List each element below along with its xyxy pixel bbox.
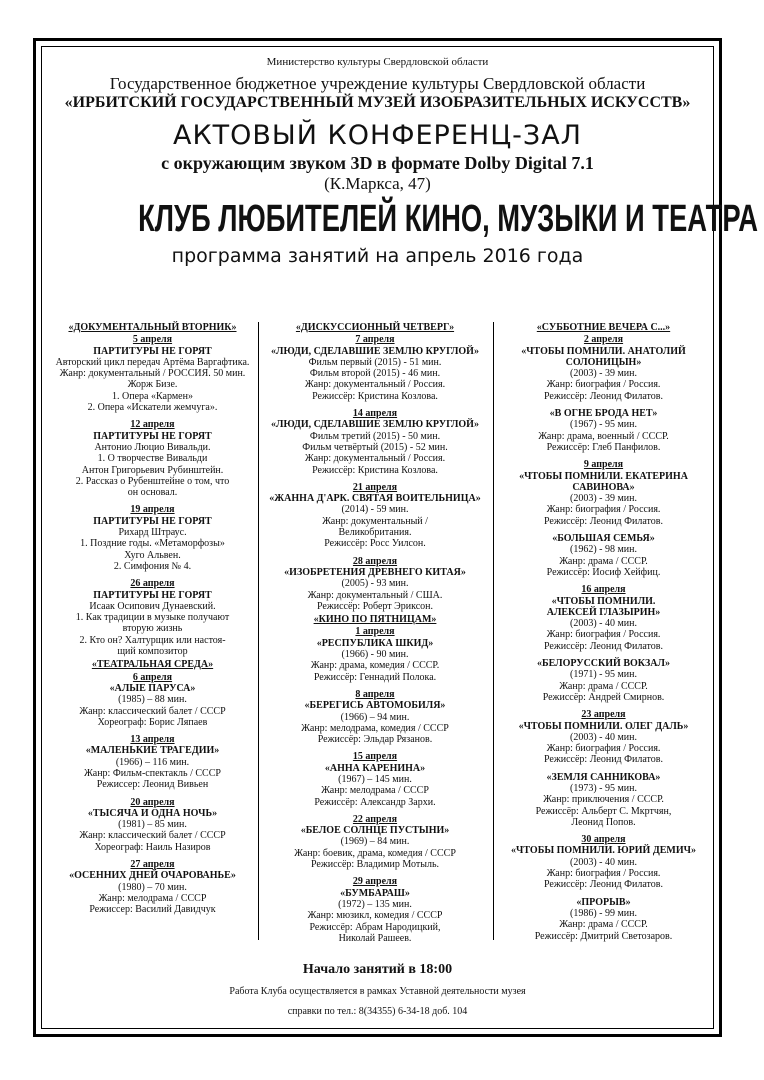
section-heading: «ТЕАТРАЛЬНАЯ СРЕДА» (91, 659, 214, 671)
event-title: «ЛЮДИ, СДЕЛАВШИЕ ЗЕМЛЮ КРУГЛОЙ» (271, 419, 479, 431)
event-title: ПАРТИТУРЫ НЕ ГОРЯТ (93, 430, 212, 442)
event-title: «В ОГНЕ БРОДА НЕТ» (549, 408, 658, 420)
event-detail: Фильм четвёртый (2015) - 52 мин. (302, 441, 448, 453)
event-title: «БЕРЕГИСЬ АВТОМОБИЛЯ» (304, 700, 446, 712)
event-title: «ЖАННА Д'АРК. СВЯТАЯ ВОИТЕЛЬНИЦА» (269, 493, 481, 505)
event-date: 22 апреля (352, 813, 398, 825)
event-detail: Режиссёр: Абрам Народицкий, (309, 921, 441, 933)
event-detail: (1980) – 70 мин. (118, 881, 187, 893)
event-date: 23 апреля (581, 709, 626, 721)
event-detail: Леонид Попов. (571, 816, 636, 828)
event-title: «АЛЫЕ ПАРУСА» (109, 682, 196, 694)
event-detail: Жанр: документальный / Россия. (304, 453, 446, 465)
event-detail: Режиссёр: Геннадий Полока. (313, 671, 437, 683)
event-title: «ПРОРЫВ» (576, 896, 631, 908)
event-date: 16 апреля (581, 584, 626, 596)
event-detail: (1967) – 145 мин. (338, 773, 412, 785)
event-detail: Жанр: Фильм-спектакль / СССР (84, 767, 221, 779)
start-time: Начало занятий в 18:00 (302, 962, 453, 977)
event-date: 7 апреля (355, 334, 395, 346)
event-date: 13 апреля (130, 734, 175, 746)
event-detail: (2003) - 39 мин. (569, 493, 638, 505)
event-detail: Режиссёр: Андрей Смирнов. (542, 691, 665, 703)
event-date: 26 апреля (130, 578, 175, 590)
event-detail: Рихард Штраус. (118, 527, 187, 539)
event-detail: (1969) – 84 мин. (340, 836, 410, 848)
event-detail: Жанр: биография / Россия. (546, 743, 661, 755)
event-detail: Жанр: мелодрама / СССР (98, 892, 207, 904)
event-detail: Жанр: документальный / (322, 515, 428, 527)
event-title: «ЧТОБЫ ПОМНИЛИ. ЕКАТЕРИНА (519, 470, 688, 482)
column-saturday (501, 320, 706, 942)
event-detail: (1966) - 90 мин. (341, 649, 409, 661)
event-title: «БОЛЬШАЯ СЕМЬЯ» (552, 533, 655, 545)
event-detail: Режиссёр: Леонид Филатов. (543, 754, 664, 766)
footer-note: Работа Клуба осуществляется в рамках Уставной деятельности музея (229, 986, 526, 997)
address-line: (К.Маркса, 47) (324, 174, 431, 193)
event-detail: Режиссёр: Эльдар Рязанов. (317, 734, 433, 746)
event-title: ПАРТИТУРЫ НЕ ГОРЯТ (93, 589, 212, 601)
event-date: 27 апреля (130, 859, 175, 871)
event-detail: (1966) – 116 мин. (115, 756, 190, 768)
event-detail: Великобритания. (338, 527, 412, 539)
event-detail: (1966) – 94 мин. (340, 711, 410, 723)
event-detail: 2. Симфония № 4. (113, 560, 192, 572)
event-detail: Жанр: документальный / США. (307, 589, 443, 601)
event-detail: Режиссёр: Кристина Козлова. (312, 390, 438, 402)
event-title: «ТЫСЯЧА И ОДНА НОЧЬ» (87, 807, 218, 819)
event-detail: (2014) - 59 мин. (341, 504, 409, 516)
event-date: 6 апреля (132, 671, 173, 683)
section-heading: «ДИСКУССИОННЫЙ ЧЕТВЕРГ» (295, 322, 455, 333)
event-detail: 1. Как традиции в музыке получают (75, 612, 230, 624)
event-detail: Авторский цикл передач Артёма Варгафтика. (55, 356, 250, 368)
event-detail: Жанр: боевик, драма, комедия / СССР (294, 847, 456, 859)
event-detail: (2003) - 40 мин. (569, 856, 638, 868)
event-date: 29 апреля (352, 876, 398, 888)
ministry-line: Министерство культуры Свердловской области (266, 56, 489, 68)
event-date: 21 апреля (352, 481, 398, 493)
event-detail: Режиссёр: Леонид Филатов. (543, 515, 664, 527)
event-title: ПАРТИТУРЫ НЕ ГОРЯТ (93, 515, 212, 527)
event-detail: Жанр: драма, комедия / СССР. (310, 660, 440, 672)
event-detail: Жанр: драма / СССР. (559, 680, 648, 692)
event-date: 5 апреля (132, 334, 173, 346)
event-detail: Жанр: мелодрама, комедия / СССР (301, 722, 449, 734)
event-detail: (1962) - 98 мин. (569, 544, 638, 556)
event-detail: (1985) – 88 мин. (118, 694, 187, 706)
event-detail: Режиссёр: Леонид Филатов. (543, 390, 664, 402)
event-detail: Фильм второй (2015) - 46 мин. (309, 368, 441, 380)
event-date: 12 апреля (130, 419, 175, 431)
event-title: АЛЕКСЕЙ ГЛАЗЫРИН» (546, 606, 661, 618)
event-detail: он основал. (127, 487, 178, 499)
museum-name: «ИРБИТСКИЙ ГОСУДАРСТВЕННЫЙ МУЗЕЙ ИЗОБРАЗИТЕЛЬНЫХ ИСКУССТВ» (64, 94, 691, 111)
event-detail: 2. Кто он? Халтурщик или настоя- (79, 634, 226, 646)
event-detail: (1973) - 95 мин. (569, 782, 638, 794)
event-date: 8 апреля (355, 688, 395, 700)
event-detail: Фильм третий (2015) - 50 мин. (309, 430, 441, 442)
event-detail: 2. Опера «Искатели жемчуга». (87, 402, 218, 414)
event-detail: Жанр: биография / Россия. (546, 629, 661, 641)
column-tuesday-wednesday (50, 320, 255, 916)
event-detail: Жанр: драма, военный / СССР. (538, 430, 669, 442)
event-detail: 2. Рассказ о Рубенштейне о том, что (75, 475, 230, 487)
event-detail: вторую жизнь (122, 623, 183, 635)
event-detail: Антонио Люцио Вивальди. (94, 441, 211, 453)
event-title: «ЛЮДИ, СДЕЛАВШИЕ ЗЕМЛЮ КРУГЛОЙ» (271, 345, 479, 357)
event-detail: (1971) - 95 мин. (569, 669, 638, 681)
event-title: «ЧТОБЫ ПОМНИЛИ. АНАТОЛИЙ (521, 345, 686, 357)
event-date: 30 апреля (581, 834, 626, 846)
footer-phone: справки по тел.: 8(34355) 6-34-18 доб. 104 (287, 1006, 468, 1017)
event-detail: Жанр: драма / СССР. (559, 555, 648, 567)
event-detail: Фильм первый (2015) - 51 мин. (308, 356, 442, 368)
event-title: ПАРТИТУРЫ НЕ ГОРЯТ (93, 345, 212, 357)
event-detail: Режиссер: Леонид Вивьен (96, 779, 209, 791)
event-detail: Режиссёр: Владимир Мотыль. (310, 859, 440, 871)
event-detail: Режиссёр: Дмитрий Светозаров. (534, 930, 673, 942)
event-detail: Жанр: классический балет / СССР (79, 705, 226, 717)
event-title: САВИНОВА» (572, 481, 635, 493)
event-detail: Жанр: биография / Россия. (546, 379, 661, 391)
event-title: «ЧТОБЫ ПОМНИЛИ. ОЛЕГ ДАЛЬ» (518, 720, 689, 732)
event-detail: 1. Опера «Кармен» (112, 390, 193, 402)
event-detail: Режиссер: Василий Давидчук (89, 904, 216, 916)
event-date: 15 апреля (352, 751, 398, 763)
event-detail: Режиссёр: Роберт Эриксон. (316, 600, 434, 612)
event-detail: (2003) - 39 мин. (569, 368, 638, 380)
event-detail: Жорж Бизе. (127, 379, 178, 391)
event-detail: (1972) – 135 мин. (338, 898, 412, 910)
event-title: «ЧТОБЫ ПОМНИЛИ. ЮРИЙ ДЕМИЧ» (511, 845, 696, 857)
event-detail: Хореограф: Наиль Назиров (94, 841, 211, 853)
event-detail: Исаак Осипович Дунаевский. (89, 600, 216, 612)
column-thursday-friday (264, 320, 486, 944)
event-detail: (2003) - 40 мин. (569, 618, 638, 630)
event-date: 14 апреля (352, 408, 398, 420)
event-title: «МАЛЕНЬКИЕ ТРАГЕДИИ» (85, 745, 220, 757)
event-title: СОЛОНИЦЫН» (565, 356, 642, 368)
event-date: 20 апреля (130, 796, 175, 808)
event-date: 1 апреля (355, 626, 395, 638)
event-title: «АННА КАРЕНИНА» (324, 762, 426, 774)
event-date: 9 апреля (583, 459, 624, 471)
event-detail: Жанр: драма / СССР. (559, 919, 648, 931)
event-title: «ОСЕННИХ ДНЕЙ ОЧАРОВАНЬЕ» (69, 870, 236, 882)
event-detail: Антон Григорьевич Рубинштейн. (81, 464, 224, 476)
event-detail: Жанр: приключения / СССР. (543, 794, 664, 806)
club-title: КЛУБ ЛЮБИТЕЛЕЙ КИНО, МУЗЫКИ И ТЕАТРА (138, 198, 758, 240)
poster-header (45, 54, 758, 268)
column-divider (493, 322, 494, 940)
event-detail: Режиссёр: Росс Уилсон. (324, 538, 426, 550)
event-date: 19 апреля (130, 504, 175, 516)
event-detail: (1967) - 95 мин. (569, 419, 638, 431)
section-heading: «СУББОТНИЕ ВЕЧЕРА С...» (536, 322, 671, 333)
event-date: 2 апреля (583, 334, 624, 346)
event-detail: Жанр: биография / Россия. (546, 868, 661, 880)
event-detail: Режиссёр: Глеб Панфилов. (546, 441, 661, 453)
event-detail: 1. О творчестве Вивальди (97, 453, 208, 465)
event-title: «ЗЕМЛЯ САННИКОВА» (546, 771, 661, 783)
event-detail: Жанр: классический балет / СССР (79, 830, 226, 842)
event-detail: Режиссёр: Леонид Филатов. (543, 640, 664, 652)
event-detail: (1986) - 99 мин. (569, 907, 638, 919)
event-detail: Режиссёр: Кристина Козлова. (312, 464, 438, 476)
event-date: 28 апреля (352, 555, 398, 567)
event-detail: (1981) – 85 мин. (118, 819, 187, 831)
event-detail: Режиссёр: Леонид Филатов. (543, 879, 664, 891)
event-detail: Жанр: документальный / Россия. (304, 379, 446, 391)
event-title: «ЧТОБЫ ПОМНИЛИ. (551, 595, 656, 607)
program-title: программа занятий на апрель 2016 года (171, 245, 584, 267)
event-detail: Жанр: мюзикл, комедия / СССР (307, 910, 443, 922)
event-title: «ИЗОБРЕТЕНИЯ ДРЕВНЕГО КИТАЯ» (284, 566, 466, 578)
event-detail: щий композитор (117, 646, 188, 658)
event-detail: (2003) - 40 мин. (569, 731, 638, 743)
event-detail: Жанр: биография / Россия. (546, 504, 661, 516)
hall-title: АКТОВЫЙ КОНФЕРЕНЦ-ЗАЛ (173, 120, 582, 151)
event-title: «БЕЛОЕ СОЛНЦЕ ПУСТЫНИ» (300, 825, 450, 837)
event-detail: (2005) - 93 мин. (341, 578, 409, 590)
event-detail: Жанр: мелодрама / СССР (321, 785, 429, 797)
sound-line: с окружающим звуком 3D в формате Dolby Digital 7.1 (161, 153, 594, 173)
event-detail: Режиссёр: Альберт С. Мкртчян, (535, 805, 672, 817)
event-detail: Режиссёр: Иосиф Хейфиц. (546, 566, 661, 578)
event-detail: Николай Рашеев. (338, 932, 412, 944)
event-detail: 1. Поздние годы. «Метаморфозы» (80, 538, 225, 550)
schedule-columns (46, 320, 709, 950)
column-divider (258, 322, 259, 940)
section-heading: «КИНО ПО ПЯТНИЦАМ» (313, 614, 437, 626)
section-heading: «ДОКУМЕНТАЛЬНЫЙ ВТОРНИК» (68, 322, 237, 333)
event-detail: Хореограф: Борис Ляпаев (97, 716, 208, 728)
event-detail: Режиссёр: Александр Зархи. (314, 796, 436, 808)
event-title: «БУМБАРАШ» (340, 887, 410, 899)
event-detail: Хуго Альвен. (124, 549, 181, 561)
event-detail: Жанр: документальный / РОССИЯ. 50 мин. (59, 368, 246, 380)
event-title: «РЕСПУБЛИКА ШКИД» (316, 637, 434, 649)
event-title: «БЕЛОРУССКИЙ ВОКЗАЛ» (537, 658, 670, 670)
institution-line: Государственное бюджетное учреждение культуры Свердловской области (109, 74, 646, 93)
